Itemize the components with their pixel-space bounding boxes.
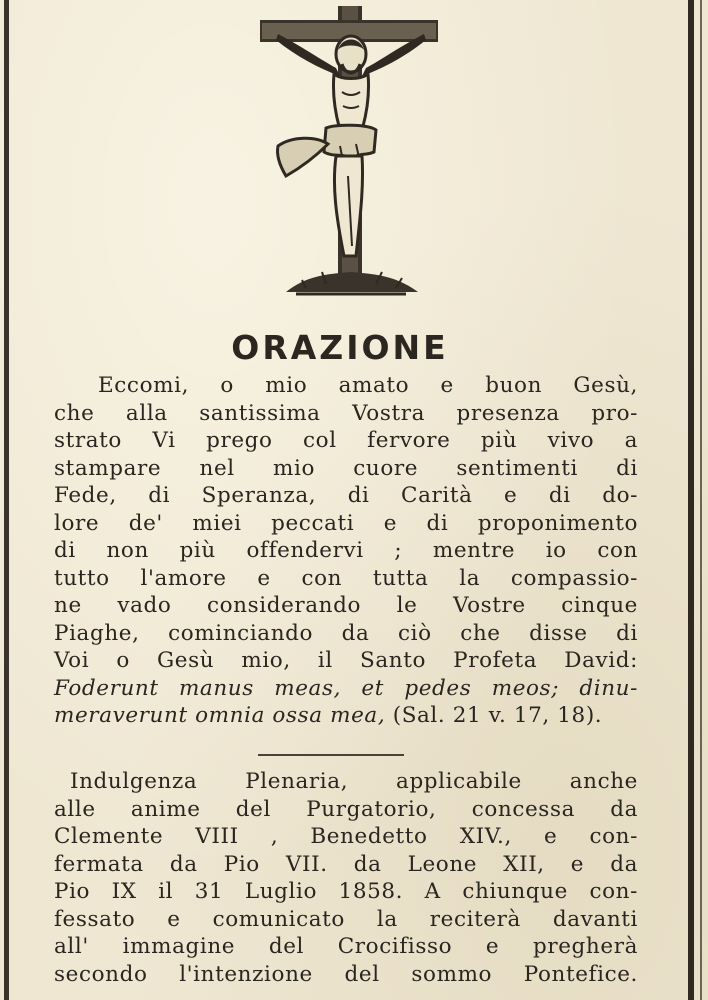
prayer-line: ne vado considerando le Vostre cinque — [54, 593, 638, 618]
psalm-citation: (Sal. 21 v. 17, 18). — [385, 703, 603, 728]
latin-quote-line: Foderunt manus meas, et pedes meos; dinu- — [54, 675, 638, 701]
section-divider — [258, 754, 404, 756]
left-border-rule — [4, 0, 9, 1000]
indulgence-text — [54, 768, 638, 988]
prayer-line: lore de' miei peccati e di proponimento — [54, 510, 638, 536]
indulgence-line: Pio IX il 31 Luglio 1858. A chiunque con- — [54, 879, 638, 904]
prayer-line: stampare nel mio cuore sentimenti di — [54, 455, 638, 481]
prayer-text — [54, 372, 638, 730]
right-border-rule — [688, 0, 694, 1000]
prayer-line: Fede, di Speranza, di Carità e di do- — [54, 483, 638, 508]
indulgence-line: all' immagine del Crocifisso e pregherà — [54, 934, 638, 959]
indulgence-line: fermata da Pio VII. da Leone XII, e da — [54, 851, 638, 877]
prayer-line: Piaghe, cominciando da ciò che disse di — [54, 620, 638, 646]
prayer-line: che alla santissima Vostra presenza pro- — [54, 400, 638, 426]
crucifix-illustration — [256, 6, 446, 306]
indulgence-line: Indulgenza Plenaria, applicabile anche — [70, 769, 638, 794]
latin-quote-final-line — [54, 702, 638, 730]
prayer-line: tutto l'amore e con tutta la compassio- — [54, 565, 638, 591]
right-border-thin-rule — [700, 0, 702, 1000]
prayer-line: di non più offendervi ; mentre io con — [54, 538, 638, 563]
indulgence-line: alle anime del Purgatorio, concessa da — [54, 796, 638, 822]
prayer-line: strato Vi prego col fervore più vivo a — [54, 428, 638, 453]
prayer-line: Voi o Gesù mio, il Santo Profeta David: — [54, 648, 638, 673]
prayer-line: Eccomi, o mio amato e buon Gesù, — [98, 373, 638, 398]
prayer-title: ORAZIONE — [231, 328, 449, 367]
indulgence-line: secondo l'intenzione del sommo Pontefice. — [54, 961, 638, 987]
indulgence-line: fessato e comunicato la reciterà davanti — [54, 906, 638, 932]
latin-quote-text: meraverunt omnia ossa mea, — [54, 703, 386, 728]
indulgence-line: Clemente VIII , Benedetto XIV., e con- — [54, 824, 638, 849]
